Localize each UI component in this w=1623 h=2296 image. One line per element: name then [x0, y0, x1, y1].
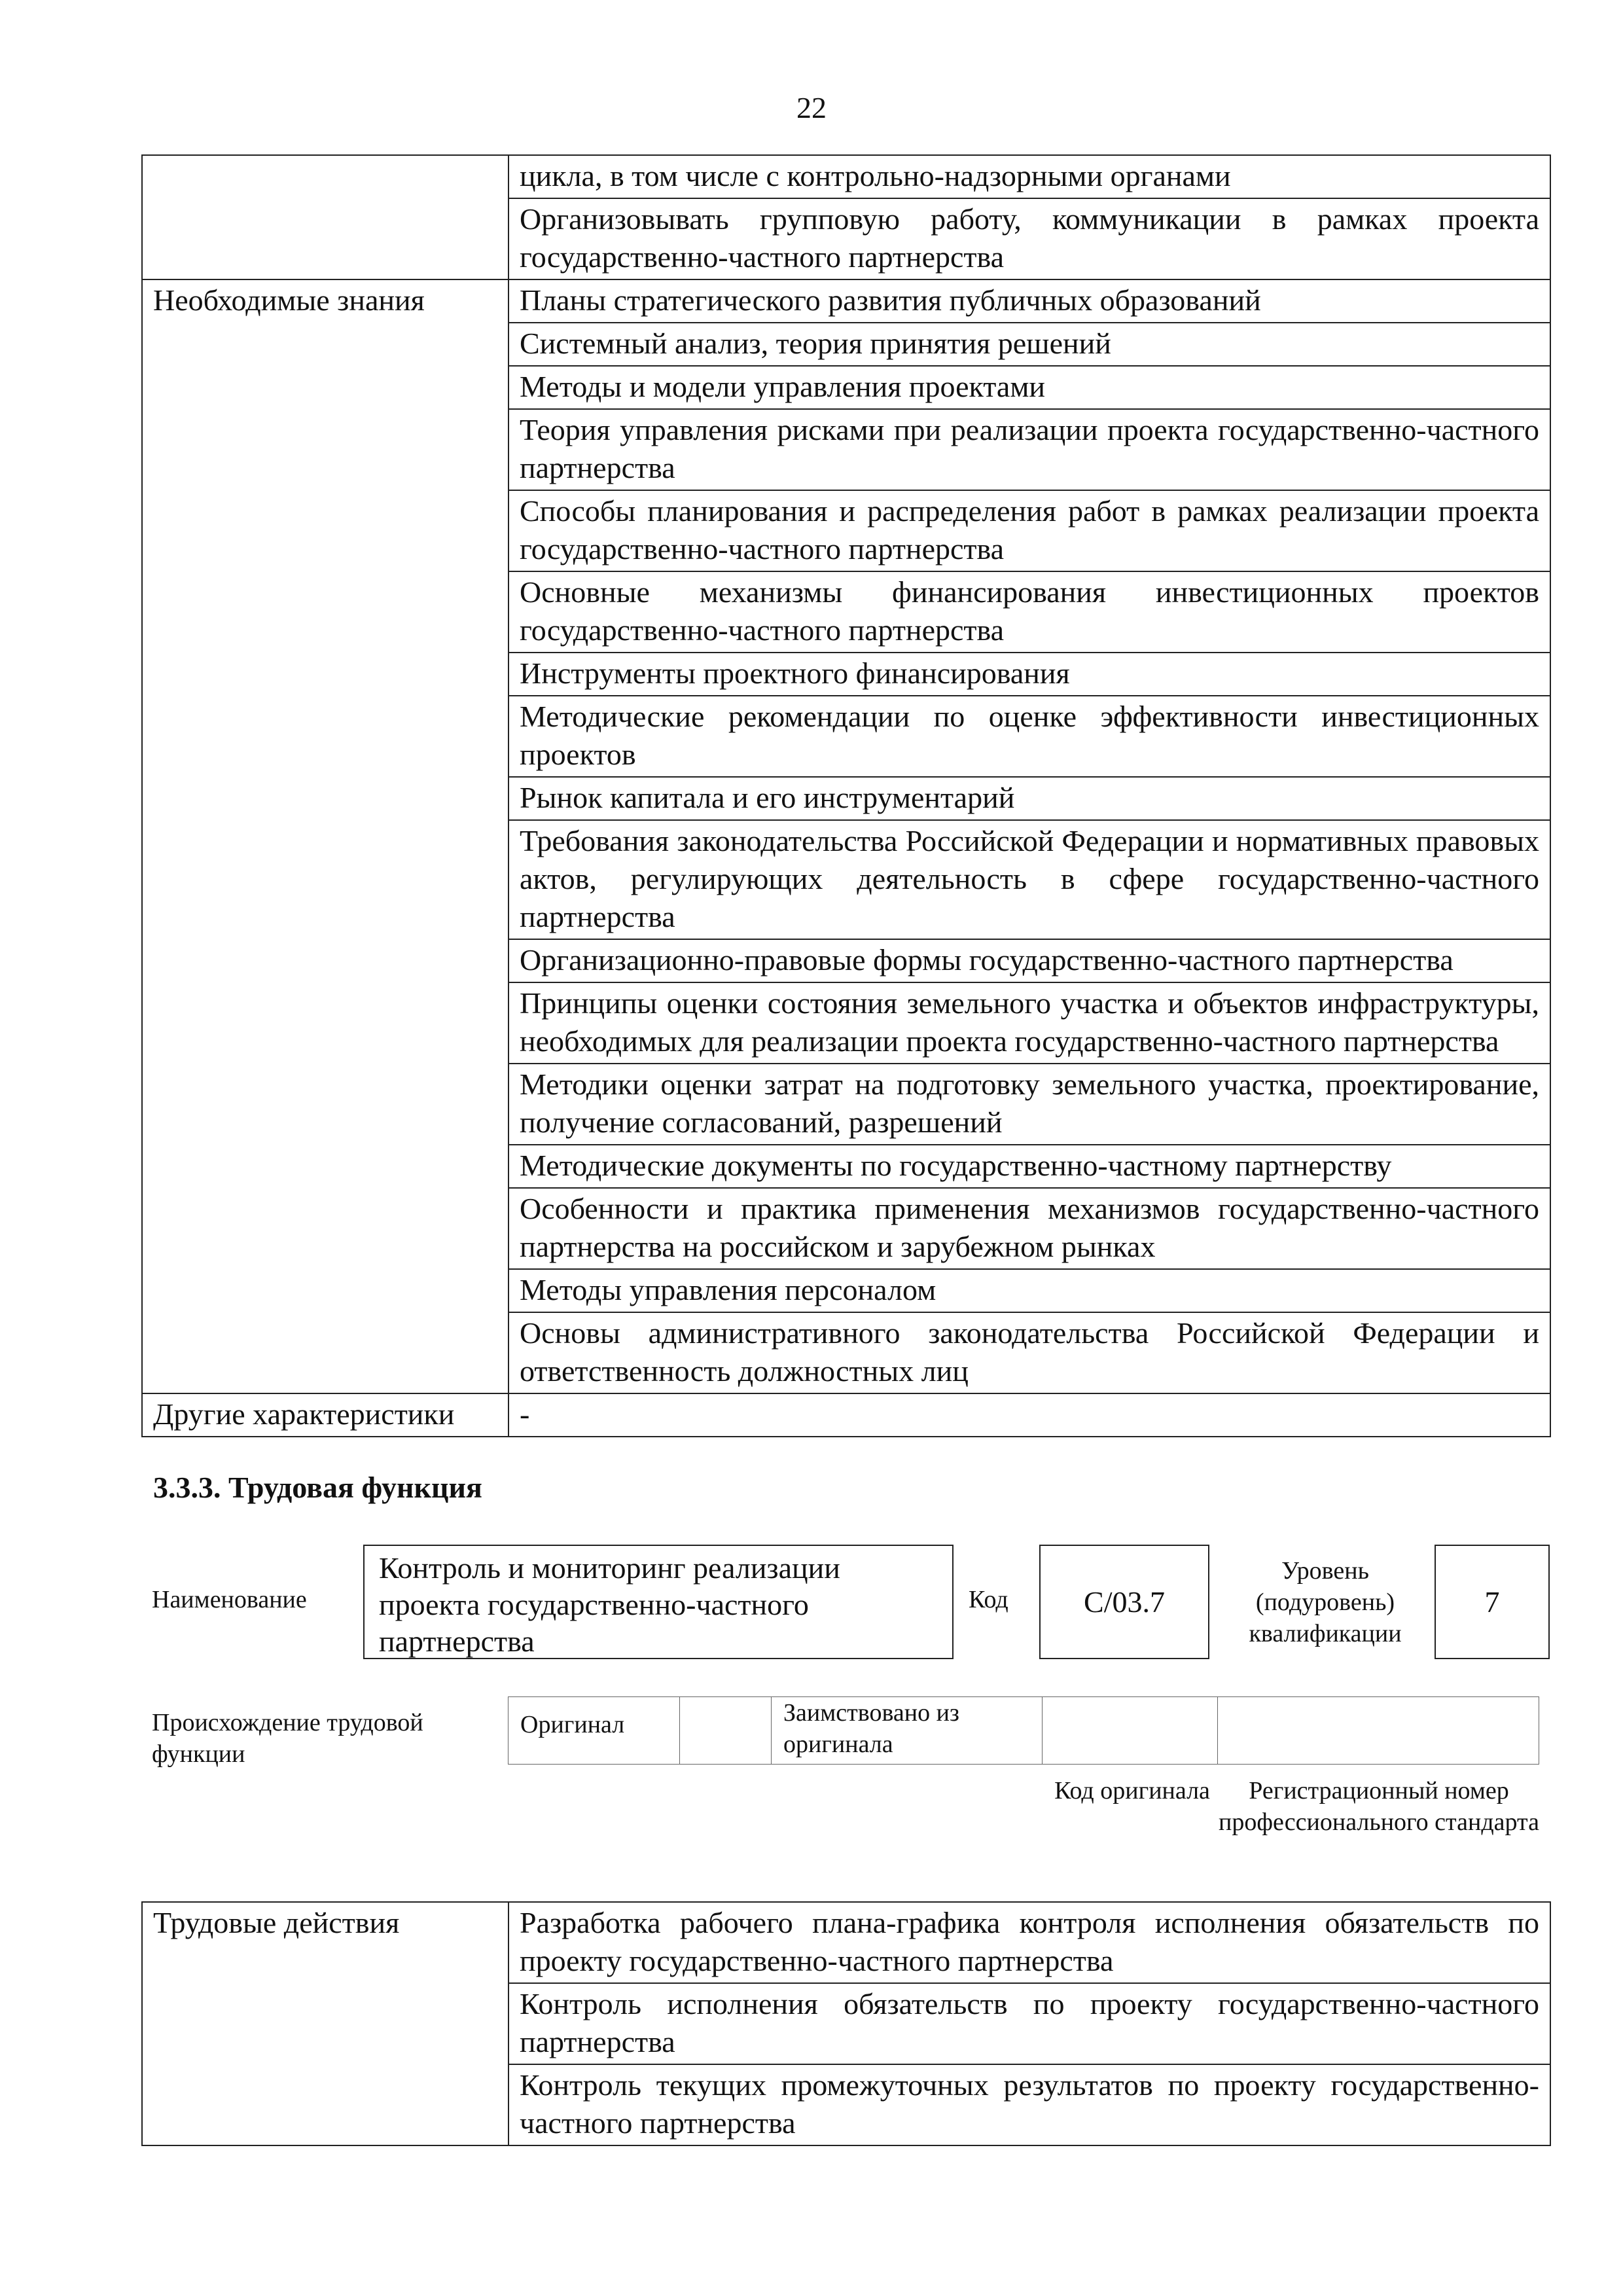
row-item: Контроль исполнения обязательств по проекту государственно-частного партнерства [508, 1983, 1550, 2064]
row-item: Способы планирования и распределения работ в рамках реализации проекта государственно-частного партнерства [508, 490, 1550, 571]
row-item: Теория управления рисками при реализации проекта государственно-частного партнерства [508, 409, 1550, 490]
row-item: Организационно-правовые формы государственно-частного партнерства [508, 939, 1550, 982]
origin-original: Оригинал [508, 1697, 680, 1764]
table-row [142, 279, 1550, 323]
table-row [142, 155, 1550, 198]
row-item: Основы административного законодательства Российской Федерации и ответственность должностных лиц [508, 1312, 1550, 1393]
origin-reg-caption: Регистрационный номер профессионального стандарта [1219, 1777, 1539, 1836]
labor-actions-table [141, 1901, 1551, 2146]
table-row [142, 1393, 1550, 1437]
row-item: - [508, 1393, 1550, 1437]
row-item: Инструменты проектного финансирования [508, 653, 1550, 696]
origin-code-caption: Код оригинала [1054, 1777, 1210, 1804]
origin-borrowed: Заимствовано из оригинала [772, 1697, 1043, 1764]
level-label: Уровень (подуровень) квалификации [1249, 1557, 1402, 1647]
origin-code-cell [1043, 1697, 1218, 1764]
row-item: Системный анализ, теория принятия решений [508, 323, 1550, 366]
origin-row [508, 1696, 1539, 1765]
row-item: Планы стратегического развития публичных образований [508, 279, 1550, 323]
row-item: Контроль текущих промежуточных результатов по проекту государственно-частного партнерства [508, 2064, 1550, 2145]
function-name-box: Контроль и мониторинг реализации проекта государственно-частного партнерства [363, 1545, 954, 1659]
row-item: Основные механизмы финансирования инвестиционных проектов государственно-частного партнерства [508, 571, 1550, 653]
row-item: Принципы оценки состояния земельного участка и объектов инфраструктуры, необходимых для реализации проекта государственно-частного партнерства [508, 982, 1550, 1064]
row-item: Рынок капитала и его инструментарий [508, 777, 1550, 820]
function-code-box: C/03.7 [1039, 1545, 1209, 1659]
row-item: Методики оценки затрат на подготовку земельного участка, проектирование, получение согласований, разрешений [508, 1064, 1550, 1145]
row-label [142, 155, 508, 279]
origin-reg-cell [1218, 1697, 1540, 1764]
row-item: Методы управления персоналом [508, 1269, 1550, 1312]
row-item: Разработка рабочего плана-графика контроля исполнения обязательств по проекту государственно-частного партнерства [508, 1902, 1550, 1983]
origin-label: Происхождение трудовой функции [152, 1709, 423, 1768]
row-item: Методические документы по государственно-частному партнерству [508, 1145, 1550, 1188]
name-label: Наименование [152, 1586, 307, 1613]
row-item: цикла, в том числе с контрольно-надзорными органами [508, 155, 1550, 198]
section-heading: 3.3.3. Трудовая функция [153, 1471, 482, 1504]
row-label: Другие характеристики [142, 1393, 508, 1437]
code-label: Код [969, 1586, 1008, 1613]
table-row [142, 1902, 1550, 1983]
row-item: Требования законодательства Российской Федерации и нормативных правовых актов, регулирующих деятельность в сфере государственно-частного партнерства [508, 820, 1550, 939]
origin-original-mark [680, 1697, 772, 1764]
knowledge-table [141, 154, 1551, 1437]
row-item: Организовывать групповую работу, коммуникации в рамках проекта государственно-частного партнерства [508, 198, 1550, 279]
row-label: Трудовые действия [142, 1902, 508, 2145]
qualification-level-box: 7 [1435, 1545, 1550, 1659]
row-label: Необходимые знания [142, 279, 508, 1393]
page-number: 22 [796, 91, 827, 124]
row-item: Методы и модели управления проектами [508, 366, 1550, 409]
row-item: Особенности и практика применения механизмов государственно-частного партнерства на российском и зарубежном рынках [508, 1188, 1550, 1269]
row-item: Методические рекомендации по оценке эффективности инвестиционных проектов [508, 696, 1550, 777]
